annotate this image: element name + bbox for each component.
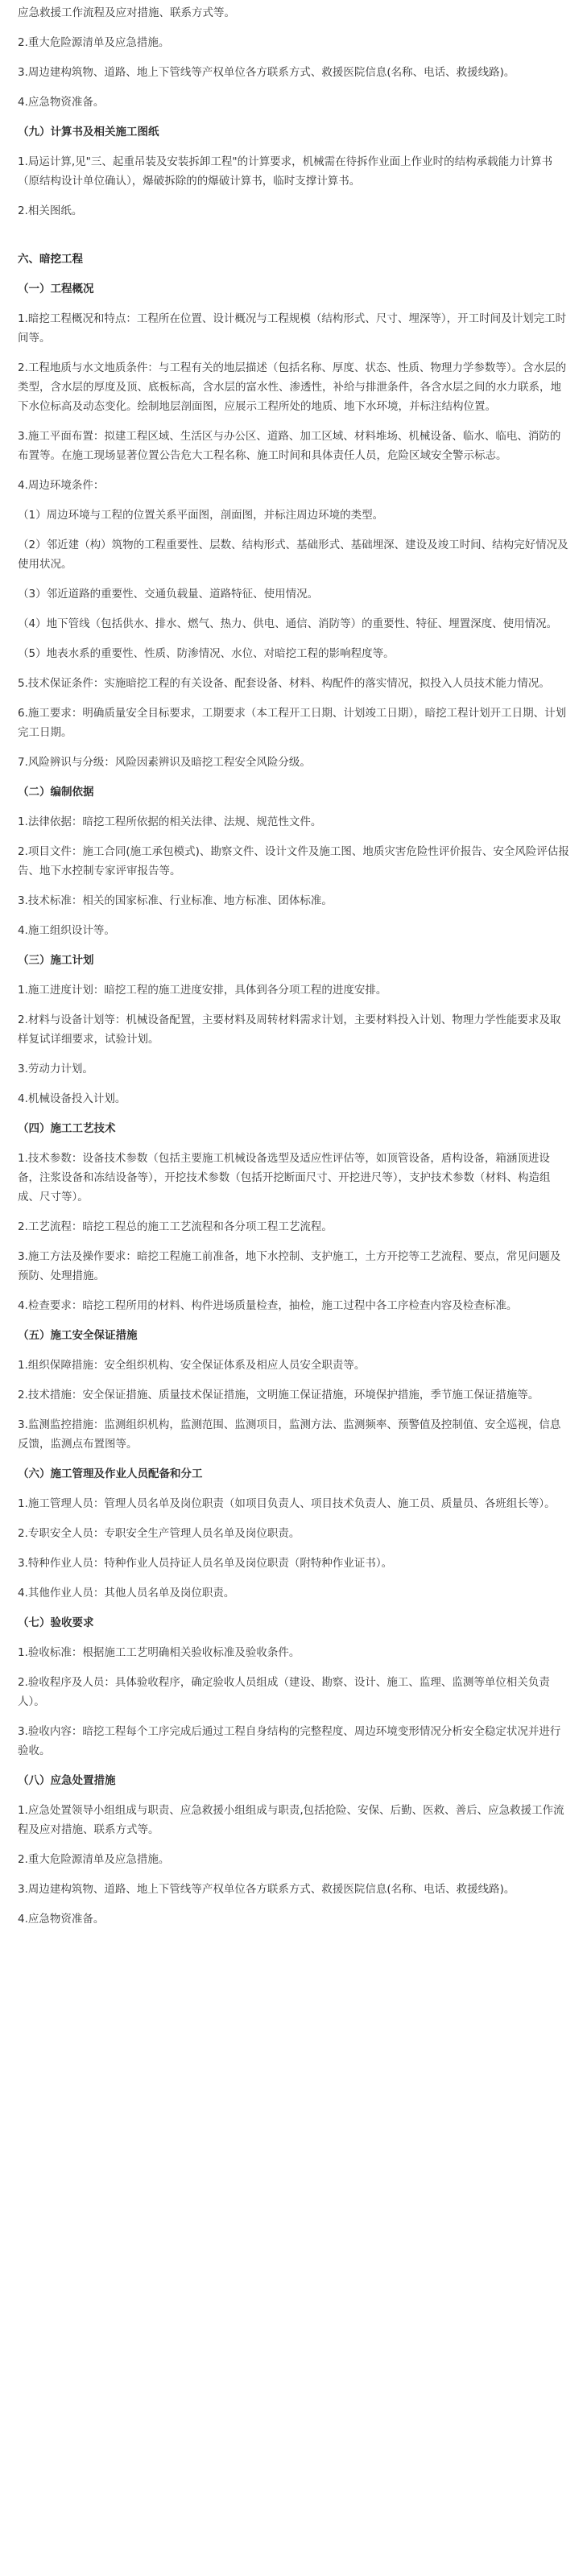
paragraph: 4.应急物资准备。 — [18, 96, 105, 109]
subsection-heading: （七）验收要求 — [18, 1616, 94, 1629]
paragraph: 1.暗挖工程概况和特点：工程所在位置、设计概况与工程规模（结构形式、尺寸、埋深等），开工时间及计划完工时间等。 — [18, 312, 567, 345]
paragraph: 4.施工组织设计等。 — [18, 924, 115, 937]
paragraph: 1.应急处置领导小组组成与职责、应急救援小组组成与职责,包括抢险、安保、后勤、医救、善后、应急救援工作流程及应对措施、联系方式等。 — [18, 1804, 564, 1836]
paragraph: 3.技术标准：相关的国家标准、行业标准、地方标准、团体标准。 — [18, 894, 333, 907]
paragraph: 3.施工平面布置：拟建工程区域、生活区与办公区、道路、加工区域、材料堆场、机械设备、临水、临电、消防的布置等。在施工现场显著位置公告危大工程名称、施工时间和具体责任人员，危险区域安全警示标志。 — [18, 430, 561, 462]
section-heading: 六、暗挖工程 — [18, 253, 83, 266]
paragraph: 2.项目文件：施工合同(施工承包模式)、勘察文件、设计文件及施工图、地质灾害危险性评价报告、安全风险评估报告、地下水控制专家评审报告等。 — [18, 845, 569, 877]
paragraph: 4.周边环境条件： — [18, 479, 105, 492]
paragraph: 1.技术参数：设备技术参数（包括主要施工机械设备选型及适应性评估等，如顶管设备，盾构设备，箱涵顶进设备，注浆设备和冻结设备等），开挖技术参数（包括开挖断面尺寸、开挖进尺等），支护技术参数（材料、构造组成、尺寸等）。 — [18, 1152, 551, 1203]
paragraph: 1.验收标准：根据施工工艺明确相关验收标准及验收条件。 — [18, 1646, 300, 1659]
subsection-heading: （一）工程概况 — [18, 283, 94, 295]
paragraph: 应急救援工作流程及应对措施、联系方式等。 — [18, 6, 235, 19]
paragraph: （4）地下管线（包括供水、排水、燃气、热力、供电、通信、消防等）的重要性、特征、埋置深度、使用情况。 — [18, 617, 558, 630]
paragraph: 3.验收内容：暗挖工程每个工序完成后通过工程自身结构的完整程度、周边环境变形情况分析安全稳定状况并进行验收。 — [18, 1725, 561, 1757]
paragraph: 2.重大危险源清单及应急措施。 — [18, 1853, 170, 1866]
paragraph: 2.相关图纸。 — [18, 204, 83, 217]
paragraph: 2.技术措施：安全保证措施、质量技术保证措施，文明施工保证措施，环境保护措施，季节施工保证措施等。 — [18, 1389, 539, 1402]
subsection-heading: （三）施工计划 — [18, 954, 94, 967]
paragraph: （3）邻近道路的重要性、交通负载量、道路特征、使用情况。 — [18, 588, 319, 601]
paragraph: 5.技术保证条件：实施暗挖工程的有关设备、配套设备、材料、构配件的落实情况，拟投入人员技术能力情况。 — [18, 677, 550, 690]
paragraph: （1）周边环境与工程的位置关系平面图，剖面图，并标注周边环境的类型。 — [18, 509, 384, 522]
subsection-heading: （四）施工工艺技术 — [18, 1122, 116, 1135]
paragraph: （2）邻近建（构）筑物的工程重要性、层数、结构形式、基础形式、基础埋深、建设及竣工时间、结构完好情况及使用状况。 — [18, 539, 568, 571]
paragraph: 2.工程地质与水文地质条件：与工程有关的地层描述（包括名称、厚度、状态、性质、物理力学参数等）。含水层的类型，含水层的厚度及顶、底板标高，含水层的富水性、渗透性，补给与排泄条件，各含水层之间的水力联系，地下水位标高及动态变化。绘制地层剖面图，应展示工程所处的地质、地下水环境，并标注结构位置。 — [18, 361, 567, 413]
paragraph: 7.风险辨识与分级：风险因素辨识及暗挖工程安全风险分级。 — [18, 756, 311, 769]
paragraph: 4.其他作业人员：其他人员名单及岗位职责。 — [18, 1587, 235, 1600]
subsection-heading: （八）应急处置措施 — [18, 1774, 116, 1787]
paragraph: 3.施工方法及操作要求：暗挖工程施工前准备，地下水控制、支护施工，土方开挖等工艺流程、要点，常见问题及预防、处理措施。 — [18, 1250, 561, 1282]
paragraph: 1.组织保障措施：安全组织机构、安全保证体系及相应人员安全职责等。 — [18, 1359, 366, 1372]
paragraph: 3.周边建构筑物、道路、地上下管线等产权单位各方联系方式、救援医院信息(名称、电话、救援线路)。 — [18, 1883, 515, 1896]
paragraph: 1.法律依据：暗挖工程所依据的相关法律、法规、规范性文件。 — [18, 815, 322, 828]
paragraph: 1.施工进度计划：暗挖工程的施工进度安排，具体到各分项工程的进度安排。 — [18, 984, 387, 997]
paragraph: 4.应急物资准备。 — [18, 1913, 105, 1926]
paragraph: 4.机械设备投入计划。 — [18, 1092, 126, 1105]
subsection-heading: （五）施工安全保证措施 — [18, 1329, 138, 1342]
paragraph: 3.劳动力计划。 — [18, 1063, 93, 1075]
paragraph: 3.特种作业人员：特种作业人员持证人员名单及岗位职责（附特种作业证书）。 — [18, 1557, 393, 1570]
paragraph: 1.施工管理人员：管理人员名单及岗位职责（如项目负责人、项目技术负责人、施工员、质量员、各班组长等）。 — [18, 1497, 556, 1510]
paragraph: （5）地表水系的重要性、性质、防渗情况、水位、对暗挖工程的影响程度等。 — [18, 647, 395, 660]
paragraph: 2.材料与设备计划等：机械设备配置，主要材料及周转材料需求计划，主要材料投入计划、物理力学性能要求及取样复试详细要求，试验计划。 — [18, 1013, 561, 1046]
subsection-heading: （二）编制依据 — [18, 786, 94, 799]
paragraph: 1.局运计算,见"三、起重吊装及安装拆卸工程"的计算要求，机械需在待拆作业面上作业时的结构承载能力计算书（原结构设计单位确认），爆破拆除的的爆破计算书，临时支撑计算书。 — [18, 155, 553, 188]
paragraph: 6.施工要求：明确质量安全目标要求，工期要求（本工程开工日期、计划竣工日期），暗挖工程计划开工日期、计划完工日期。 — [18, 707, 567, 739]
subsection-heading: （九）计算书及相关施工图纸 — [18, 126, 159, 138]
subsection-heading: （六）施工管理及作业人员配备和分工 — [18, 1468, 203, 1480]
paragraph: 3.周边建构筑物、道路、地上下管线等产权单位各方联系方式、救援医院信息(名称、电话、救援线路)。 — [18, 66, 515, 79]
paragraph: 2.工艺流程：暗挖工程总的施工工艺流程和各分项工程工艺流程。 — [18, 1220, 333, 1233]
paragraph: 2.专职安全人员：专职安全生产管理人员名单及岗位职责。 — [18, 1527, 300, 1540]
paragraph: 3.监测监控措施：监测组织机构，监测范围、监测项目，监测方法、监测频率、预警值及控制值、安全巡视，信息反馈，监测点布置图等。 — [18, 1418, 561, 1451]
paragraph: 2.重大危险源清单及应急措施。 — [18, 36, 170, 49]
paragraph: 2.验收程序及人员：具体验收程序，确定验收人员组成（建设、勘察、设计、施工、监理、监测等单位相关负责人）。 — [18, 1676, 550, 1708]
paragraph: 4.检查要求：暗挖工程所用的材料、构件进场质量检查，抽检，施工过程中各工序检查内容及检查标准。 — [18, 1299, 518, 1312]
